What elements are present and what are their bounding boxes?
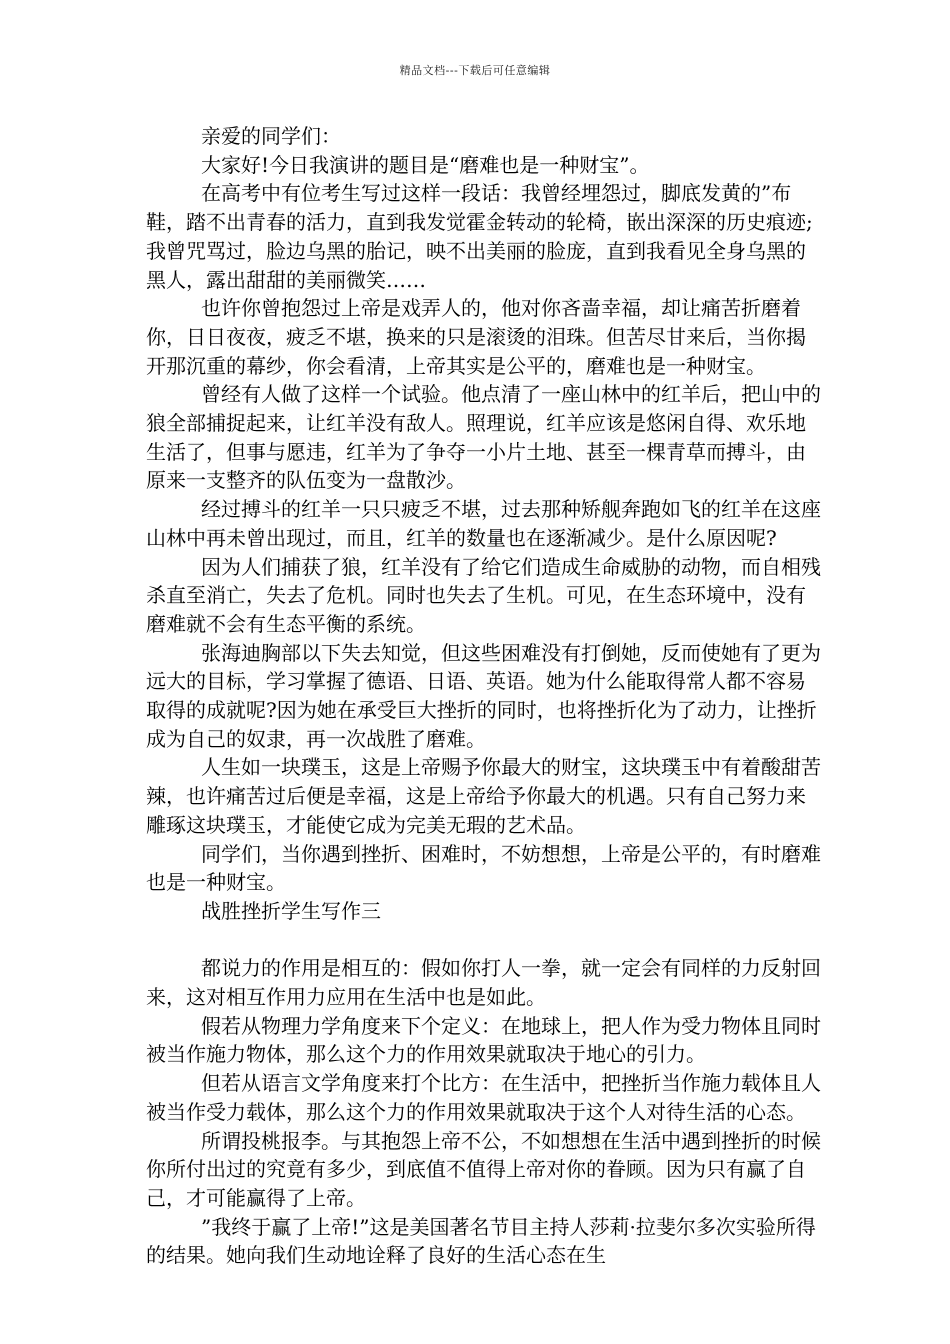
paragraph: 都说力的作用是相互的：假如你打人一拳，就一定会有同样的力反射回来，这对相互作用力应用在生活中也是如此。 (146, 956, 821, 1010)
paragraph: 曾经有人做了这样一个试验。他点清了一座山林中的红羊后，把山中的狼全部捕捉起来，让红羊没有敌人。照理说，红羊应该是悠闲自得、欢乐地生活了，但事与愿违，红羊为了争夺一小片土地、甚至一棵青草而搏斗，由原来一支整齐的队伍变为一盘散沙。 (146, 382, 821, 493)
paragraph: 假若从物理力学角度来下个定义：在地球上，把人作为受力物体且同时被当作施力物体，那么这个力的作用效果就取决于地心的引力。 (146, 1013, 821, 1067)
paragraph: 人生如一块璞玉，这是上帝赐予你最大的财宝，这块璞玉中有着酸甜苦辣，也许痛苦过后便是幸福，这是上帝给予你最大的机遇。只有自己努力来雕琢这块璞玉，才能使它成为完美无瑕的艺术品。 (146, 755, 821, 837)
paragraph: 也许你曾抱怨过上帝是戏弄人的，他对你吝啬幸福，却让痛苦折磨着你，日日夜夜，疲乏不堪，换来的只是滚烫的泪珠。但苦尽甘来后，当你揭开那沉重的幕纱，你会看清，上帝其实是公平的，磨难也是一种财宝。 (146, 296, 806, 378)
section-title: 战胜挫折学生写作三 (201, 898, 381, 923)
page-header: 精品文档---下载后可任意编辑 (399, 64, 551, 77)
paragraph: 在高考中有位考生写过这样一段话：我曾经埋怨过，脚底发黄的”布鞋，踏不出青春的活力，直到我发觉霍金转动的轮椅，嵌出深深的历史痕迹;我曾咒骂过，脸边乌黑的胎记，映不出美丽的脸庞，直到我看见全身乌黑的黑人，露出甜甜的美丽微笑…… (146, 181, 813, 292)
paragraph: 所谓投桃报李。与其抱怨上帝不公，不如想想在生活中遇到挫折的时候你所付出过的究竟有多少，到底值不值得上帝对你的眷顾。因为只有赢了自己，才可能赢得了上帝。 (146, 1128, 821, 1210)
paragraph: 大家好!今日我演讲的题目是“磨难也是一种财宝”。 (201, 152, 650, 177)
paragraph: 经过搏斗的红羊一只只疲乏不堪，过去那种矫舰奔跑如飞的红羊在这座山林中再未曾出现过，而且，红羊的数量也在逐渐减少。是什么原因呢? (146, 497, 821, 550)
document-body (146, 122, 824, 1270)
paragraph: ”我终于赢了上帝!”这是美国著名节目主持人莎莉·拉斐尔多次实验所得的结果。她向我们生动地诠释了良好的生活心态在生 (146, 1214, 816, 1268)
paragraph: 因为人们捕获了狼，红羊没有了给它们造成生命威胁的动物，而自相残杀直至消亡，失去了危机。同时也失去了生机。可见，在生态环境中，没有磨难就不会有生态平衡的系统。 (146, 554, 821, 636)
paragraph: 张海迪胸部以下失去知觉，但这些困难没有打倒她，反而使她有了更为远大的目标，学习掌握了德语、日语、英语。她为什么能取得常人都不容易取得的成就呢?因为她在承受巨大挫折的同时，也将挫折化为了动力，让挫折成为自己的奴隶，再一次战胜了磨难。 (146, 640, 821, 751)
paragraph: 同学们，当你遇到挫折、困难时，不妨想想，上帝是公平的，有时磨难也是一种财宝。 (146, 841, 821, 895)
paragraph: 但若从语言文学角度来打个比方：在生活中，把挫折当作施力载体且人被当作受力载体，那么这个力的作用效果就取决于这个人对待生活的心态。 (146, 1071, 821, 1124)
paragraph: 亲爱的同学们： (201, 124, 341, 148)
